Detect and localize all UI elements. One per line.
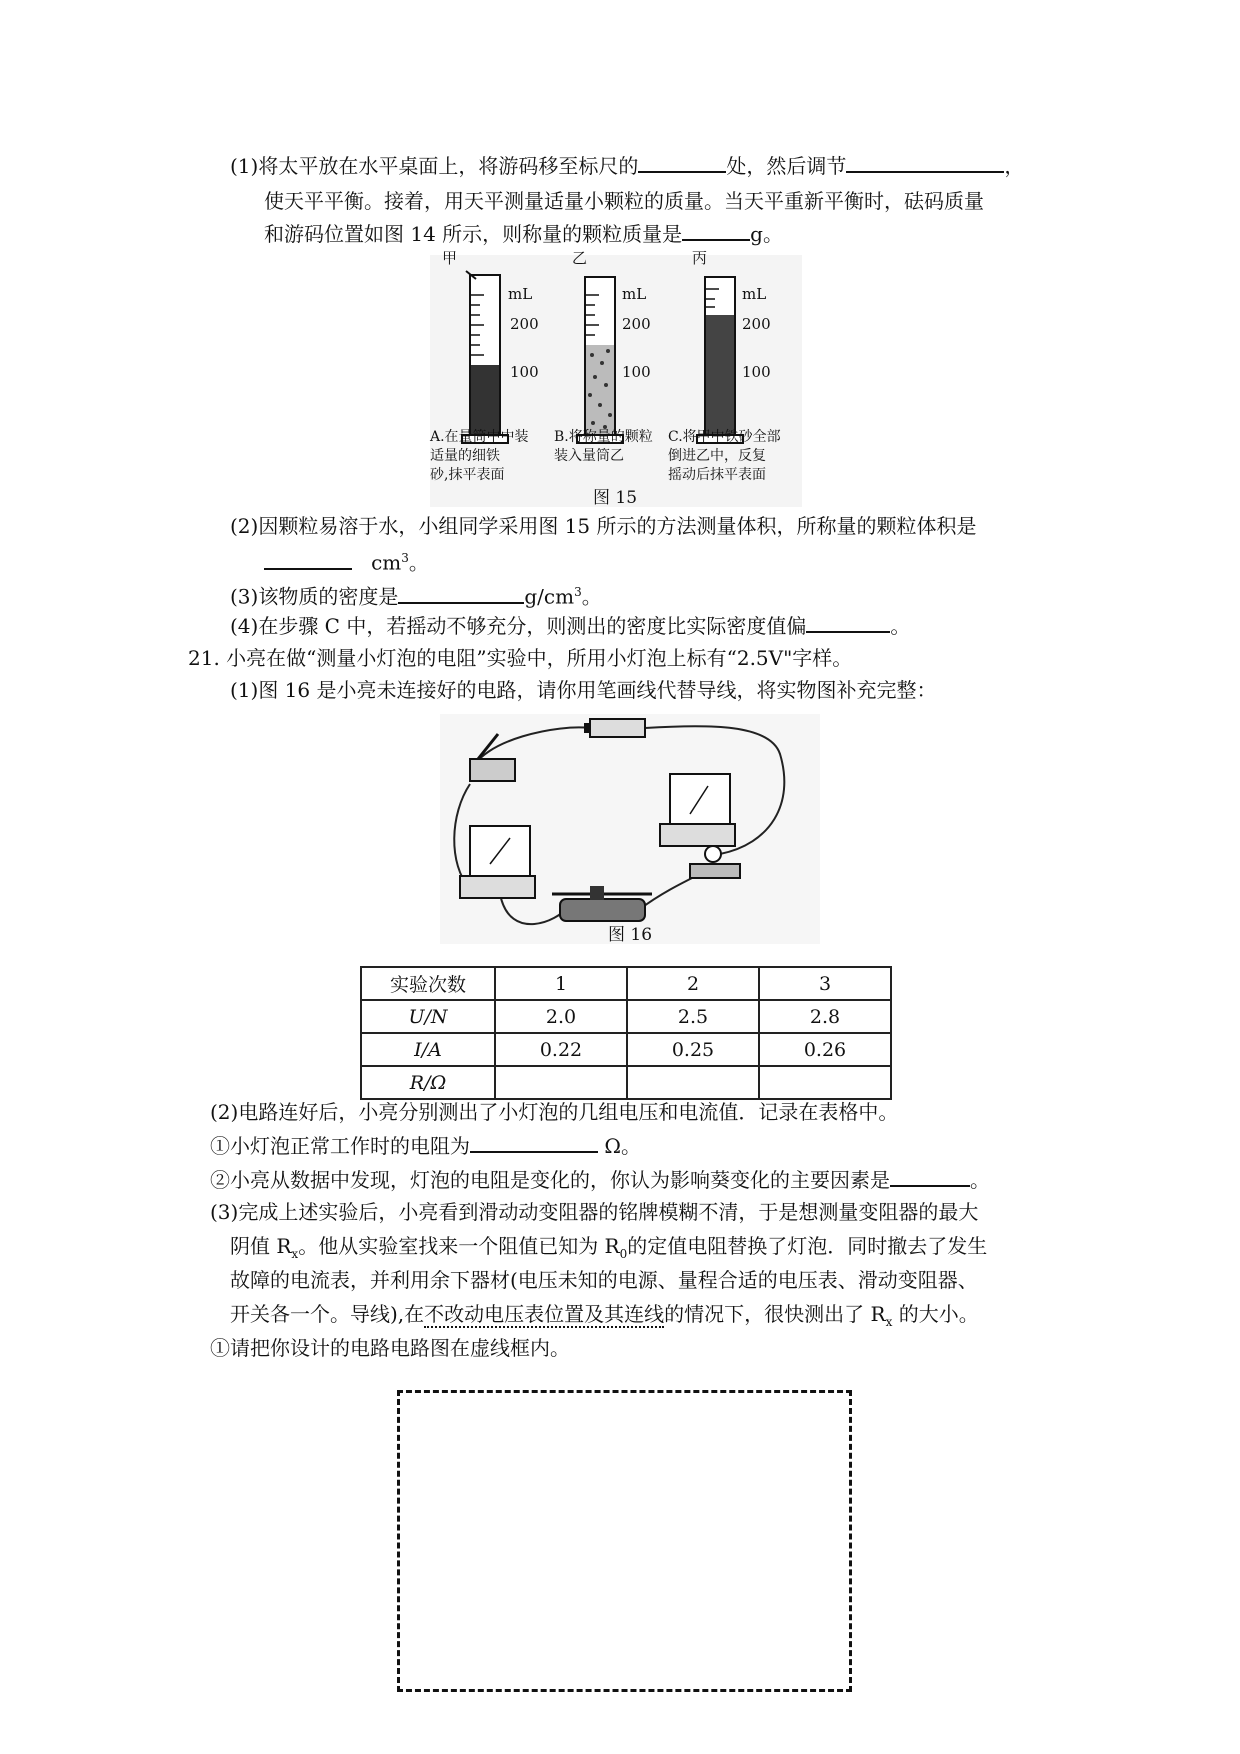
- voltmeter-icon: [660, 774, 735, 846]
- unit-mark: mL: [742, 285, 767, 303]
- q21-part2-1: ①小灯泡正常工作时的电阻为 Ω。: [210, 1134, 641, 1158]
- tick-200: 200: [622, 315, 651, 333]
- q20-part2-line2: $cm^3$。: [264, 544, 429, 577]
- q20-part1-line2: 使天平平衡。接着，用天平测量适量小颗粒的质量。当天平重新平衡时，砝码质量: [264, 189, 984, 213]
- tick-200: 200: [510, 315, 539, 333]
- answer-blank[interactable]: [806, 613, 890, 633]
- tick-100: 100: [742, 363, 771, 381]
- answer-blank[interactable]: [682, 221, 750, 241]
- q21-part3-1: ①请把你设计的电路电路图在虚线框内。: [210, 1336, 570, 1360]
- battery-icon: [584, 719, 645, 737]
- unit-mark: mL: [508, 285, 533, 303]
- table-header-row: 实验次数 1 2 3: [361, 967, 891, 1000]
- q20-part3: (3)该物质的密度是 $g/cm^3$。: [230, 584, 602, 609]
- q21-part3-line3: 故障的电流表，并利用余下器材(电压未知的电源、量程合适的电压表、滑动变阻器、: [230, 1268, 978, 1292]
- q20-part4: (4)在步骤 C 中，若摇动不够充分，则测出的密度比实际密度值偏 。: [230, 614, 911, 638]
- cylinder-a-label: 甲: [442, 249, 458, 267]
- figure-16: [440, 714, 820, 944]
- rheostat-icon: [552, 886, 652, 921]
- cylinder-b-label: 乙: [572, 249, 588, 267]
- q21-part1: (1)图 16 是小亮未连接好的电路，请你用笔画线代替导线，将实物图补充完整：: [230, 678, 937, 702]
- tick-200: 200: [742, 315, 771, 333]
- table-row: U/N 2.0 2.5 2.8: [361, 1000, 891, 1033]
- circuit-illustration: [440, 714, 820, 944]
- unit-mark: mL: [622, 285, 647, 303]
- data-table: [360, 966, 892, 1100]
- q21-part2-2: ②小亮从数据中发现，灯泡的电阻是变化的，你认为影响葵变化的主要因素是 。: [210, 1168, 990, 1192]
- q21-part3-line1: (3)完成上述实验后，小亮看到滑动动变阻器的铭牌模糊不清，于是想测量变阻器的最大: [210, 1200, 979, 1224]
- q21-stem: 21. 小亮在做“测量小灯泡的电阻”实验中，所用小灯泡上标有“2.5V"字样。: [188, 646, 853, 670]
- answer-blank[interactable]: [264, 550, 352, 570]
- answer-cell[interactable]: [627, 1066, 759, 1099]
- answer-cell[interactable]: [495, 1066, 627, 1099]
- answer-blank[interactable]: [846, 153, 1004, 173]
- ammeter-icon: [460, 826, 535, 898]
- q21-part2: (2)电路连好后，小亮分别测出了小灯泡的几组电压和电流值．记录在表格中。: [210, 1100, 899, 1124]
- cylinder-c: [697, 277, 743, 443]
- q21-part3-line2: 阴值 $R_x$。他从实验室找来一个阻值已知为 $R_0$的定值电阻替换了灯泡．同时撤去了发生: [230, 1234, 988, 1261]
- answer-blank[interactable]: [470, 1133, 598, 1153]
- answer-cell[interactable]: [759, 1066, 891, 1099]
- q20-part1-line1: (1)将太平放在水平桌面上，将游码移至标尺的 处，然后调节 ，: [230, 154, 1025, 178]
- tick-100: 100: [510, 363, 539, 381]
- cylinder-b: [577, 277, 623, 443]
- cylinder-c-label: 丙: [692, 249, 708, 267]
- caption-b: B.将称量的颗粒 装入量筒乙: [554, 429, 653, 464]
- table-row: R/Ω: [361, 1066, 891, 1099]
- q20-part2-line1: (2)因颗粒易溶于水，小组同学采用图 15 所示的方法测量体积，所称量的颗粒体积是: [230, 514, 977, 538]
- figure-15: [430, 249, 802, 508]
- figure-16-title: 图 16: [607, 925, 653, 945]
- circuit-drawing-box[interactable]: [397, 1390, 852, 1692]
- answer-blank[interactable]: [890, 1167, 970, 1187]
- caption-c: C.将甲中铁砂全部 倒进乙中，反复 摇动后抹平表面: [668, 429, 781, 483]
- q20-part1-line3: 和游码位置如图 14 所示，则称量的颗粒质量是 g。: [264, 222, 783, 246]
- cylinder-a: [462, 271, 508, 443]
- tick-100: 100: [622, 363, 651, 381]
- figure-15-title: 图 15: [592, 488, 638, 508]
- question-number: 21.: [188, 646, 220, 670]
- caption-a: A.在量筒中中装 适量的细铁 砂,抹平表面: [430, 429, 529, 483]
- answer-blank[interactable]: [398, 584, 524, 604]
- q21-part3-line4: 开关各一个。导线),在不改动电压表位置及其连线的情况下，很快测出了 $R_x$ 的大小。: [230, 1302, 979, 1329]
- table-row: I/A 0.22 0.25 0.26: [361, 1033, 891, 1066]
- answer-blank[interactable]: [638, 153, 726, 173]
